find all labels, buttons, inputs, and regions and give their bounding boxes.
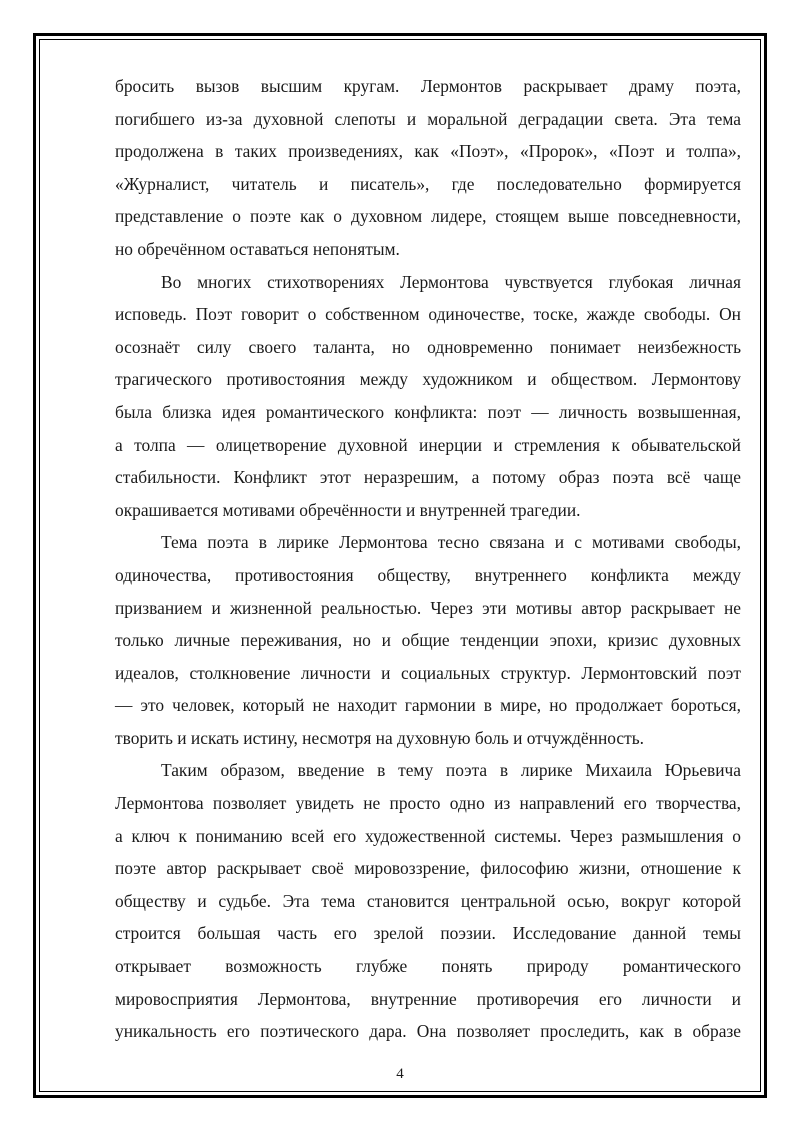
paragraph xyxy=(115,266,741,527)
text-line: мировосприятия Лермонтова, внутренние противоречия его личности и xyxy=(115,988,741,1009)
paragraph xyxy=(115,754,741,1047)
text-line: продолжена в таких произведениях, как «Поэт», «Пророк», «Поэт и толпа», xyxy=(115,141,741,162)
text-line: а ключ к пониманию всей его художественной системы. Через размышления о xyxy=(115,825,741,846)
text-line: открывает возможность глубже понять природу романтического xyxy=(115,956,741,977)
text-line: — это человек, который не находит гармонии в мире, но продолжает бороться, xyxy=(115,695,741,716)
text-line: стабильности. Конфликт этот неразрешим, а потому образ поэта всё чаще xyxy=(115,467,741,488)
paragraph xyxy=(115,526,741,754)
text-line: бросить вызов высшим кругам. Лермонтов раскрывает драму поэта, xyxy=(115,76,741,96)
text-line: Таким образом, введение в тему поэта в лирике Михаила Юрьевича xyxy=(161,760,741,781)
text-line: осознаёт силу своего таланта, но одновременно понимает неизбежность xyxy=(115,336,741,357)
text-line: исповедь. Поэт говорит о собственном одиночестве, тоске, жажде свободы. Он xyxy=(115,304,741,325)
text-line: одиночества, противостояния обществу, внутреннего конфликта между xyxy=(115,564,741,585)
text-line: идеалов, столкновение личности и социальных структур. Лермонтовский поэт xyxy=(115,662,741,683)
text-line: «Журналист, читатель и писатель», где последовательно формируется xyxy=(115,173,741,194)
text-line: Во многих стихотворениях Лермонтова чувствуется глубокая личная xyxy=(161,271,741,292)
text-line: представление о поэте как о духовном лидере, стоящем выше повседневности, xyxy=(115,206,741,227)
text-line: Лермонтова позволяет увидеть не просто одно из направлений его творчества, xyxy=(115,793,741,814)
text-line: трагического противостояния между художником и обществом. Лермонтову xyxy=(115,369,741,390)
text-line: поэте автор раскрывает своё мировоззрение, философию жизни, отношение к xyxy=(115,858,741,879)
text-line: но обречённом оставаться непонятым. xyxy=(115,238,400,259)
text-line: погибшего из-за духовной слепоты и моральной деградации света. Эта тема xyxy=(115,108,741,129)
text-line: а толпа — олицетворение духовной инерции и стремления к обывательской xyxy=(115,434,741,455)
text-line: уникальность его поэтического дара. Она позволяет проследить, как в образе xyxy=(115,1021,741,1042)
text-line: творить и искать истину, несмотря на духовную боль и отчуждённость. xyxy=(115,727,644,748)
text-line: только личные переживания, но и общие тенденции эпохи, кризис духовных xyxy=(115,630,741,651)
paragraph xyxy=(115,70,741,266)
text-line: Тема поэта в лирике Лермонтова тесно связана и с мотивами свободы, xyxy=(161,532,741,553)
text-line: была близка идея романтического конфликта: поэт — личность возвышенная, xyxy=(115,401,741,422)
body-text xyxy=(115,70,741,1048)
text-line: строится большая часть его зрелой поэзии. Исследование данной темы xyxy=(115,923,741,944)
text-line: обществу и судьбе. Эта тема становится центральной осью, вокруг которой xyxy=(115,890,741,911)
text-line: призванием и жизненной реальностью. Через эти мотивы автор раскрывает не xyxy=(115,597,741,618)
text-line: окрашивается мотивами обречённости и внутренней трагедии. xyxy=(115,499,581,520)
page-number: 4 xyxy=(396,1066,404,1082)
